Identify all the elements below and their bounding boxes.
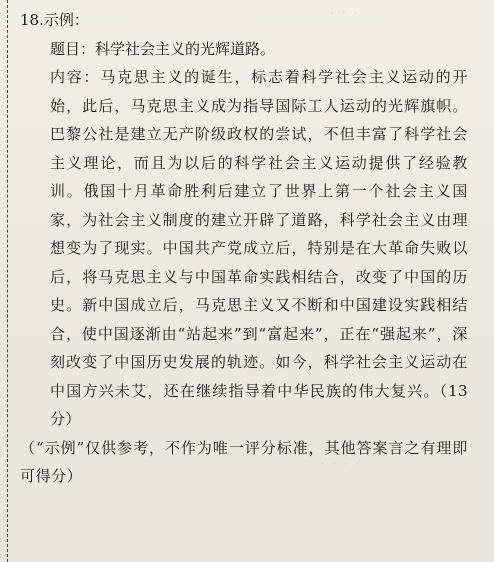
grading-note: （“示例”仅供参考，不作为唯一评分标准，其他答案言之有理即可得分） [20, 438, 468, 485]
bleed-through-text-lower: · · · · [320, 455, 361, 473]
content-label: 内容： [50, 68, 101, 86]
essay-body [20, 63, 468, 434]
bleed-through-text-top: · · · [330, 4, 359, 22]
content-text: 马克思主义的诞生，标志着科学社会主义运动的开始，此后，马克思主义成为指导国际工人运动的光辉旗帜。巴黎公社是建立无产阶级政权的尝试，不但丰富了科学社会主义理论，而且为以后的科学社会主义运动提供了经验教训。俄国十月革命胜利后建立了世界上第一个社会主义国家，为社会主义制度的建立开辟了道路，科学社会主义由理想变为了现实。中国共产党成立后，特别是在大革命失败以后，将马克思主义与中国革命实践相结合，改变了中国的历史。新中国成立后，马克思主义又不断和中国建设实践相结合，使中国逐渐由“站起来”到“富起来”，正在“强起来”，深刻改变了中国历史发展的轨迹。如今，科学社会主义运动在中国方兴未艾，还在继续指导着中华民族的伟大复兴。 [50, 68, 469, 400]
essay-title: 题目：科学社会主义的光辉道路。 [50, 39, 276, 58]
question-label: 示例： [43, 11, 89, 29]
score-value: （13 分） [50, 381, 468, 428]
question-number: 18. [20, 11, 44, 29]
answer-content [20, 6, 468, 491]
question-heading [20, 6, 468, 35]
binding-margin-line [7, 0, 8, 562]
